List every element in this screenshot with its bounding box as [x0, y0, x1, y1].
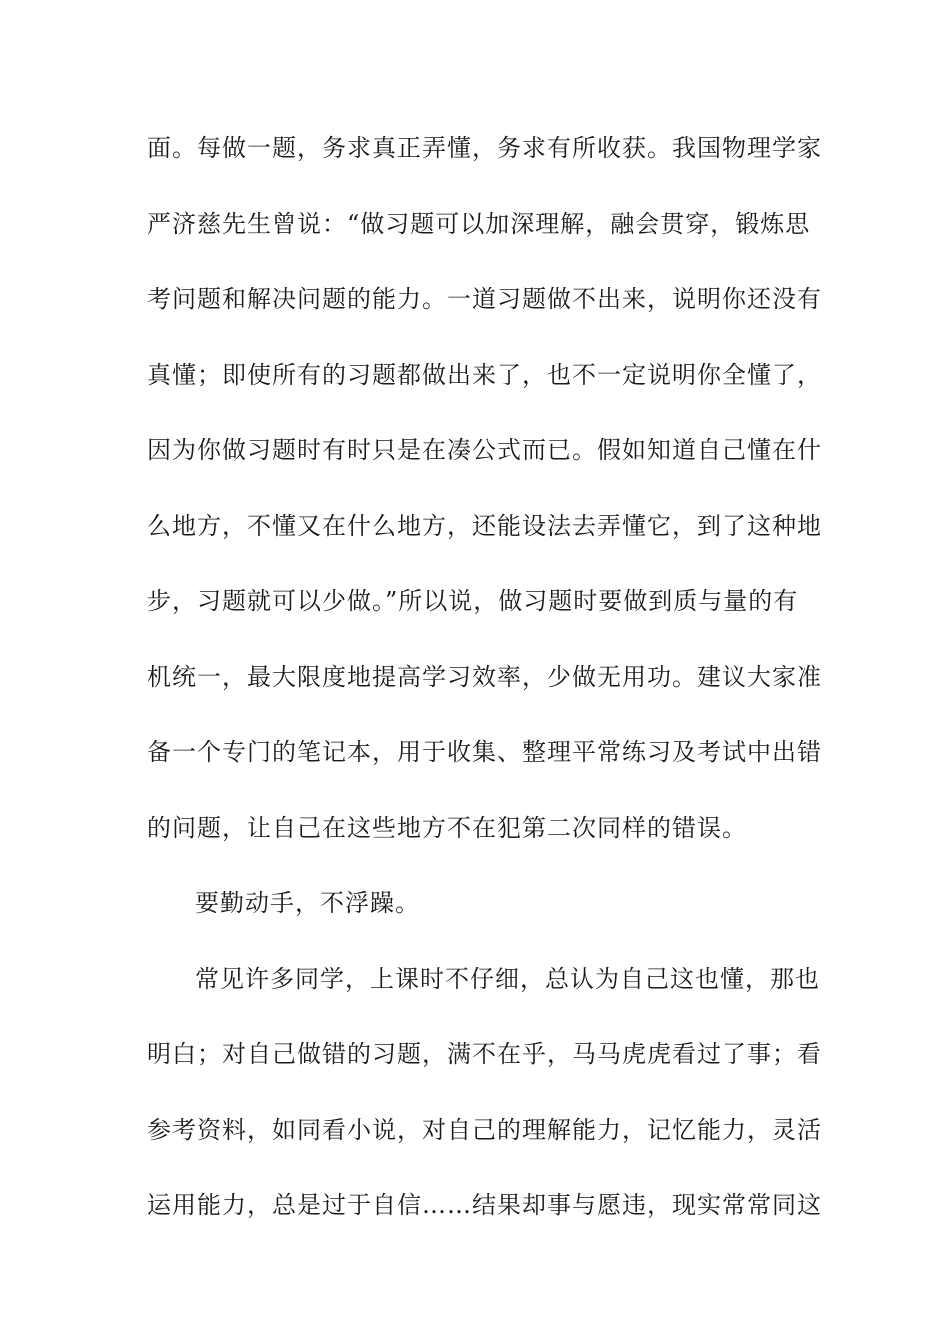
text-line: 常见许多同学，上课时不仔细，总认为自己这也懂，那也 [195, 964, 820, 993]
document-body [147, 128, 822, 1261]
text-line: 严济慈先生曾说：“做习题可以加深理解，融会贯穿，锻炼思 [147, 209, 811, 238]
text-line: 明白；对自己做错的习题，满不在乎，马马虎虎看过了事；看 [147, 1040, 822, 1068]
text-line: 步，习题就可以少做。”所以说，做习题时要做到质与量的有 [147, 587, 799, 615]
section-heading-diligence [147, 883, 797, 959]
text-line: 考问题和解决问题的能力。一道习题做不出来，说明你还没有 [147, 285, 822, 313]
text-line: 么地方，不懂又在什么地方，还能设法去弄懂它，到了这种地 [147, 511, 822, 540]
text-line: 机统一，最大限度地提高学习效率，少做无用功。建议大家准 [147, 662, 822, 691]
paragraph-study-exercises [147, 128, 822, 883]
paragraph-overconfidence [147, 959, 822, 1261]
text-line: 真懂；即使所有的习题都做出来了，也不一定说明你全懂了， [147, 360, 822, 389]
text-line: 的问题，让自己在这些地方不在犯第二次同样的错误。 [147, 813, 747, 842]
text-line: 面。每做一题，务求真正弄懂，务求有所收获。我国物理学家 [147, 134, 822, 162]
text-line: 因为你做习题时有时只是在凑公式而已。假如知道自己懂在什 [147, 436, 822, 464]
text-line: 备一个专门的笔记本，用于收集、整理平常练习及考试中出错 [147, 738, 822, 766]
text-line: 参考资料，如同看小说，对自己的理解能力，记忆能力，灵活 [147, 1115, 822, 1144]
text-line: 要勤动手，不浮躁。 [195, 889, 420, 917]
text-line: 运用能力，总是过于自信……结果却事与愿违，现实常常同这 [147, 1191, 822, 1219]
